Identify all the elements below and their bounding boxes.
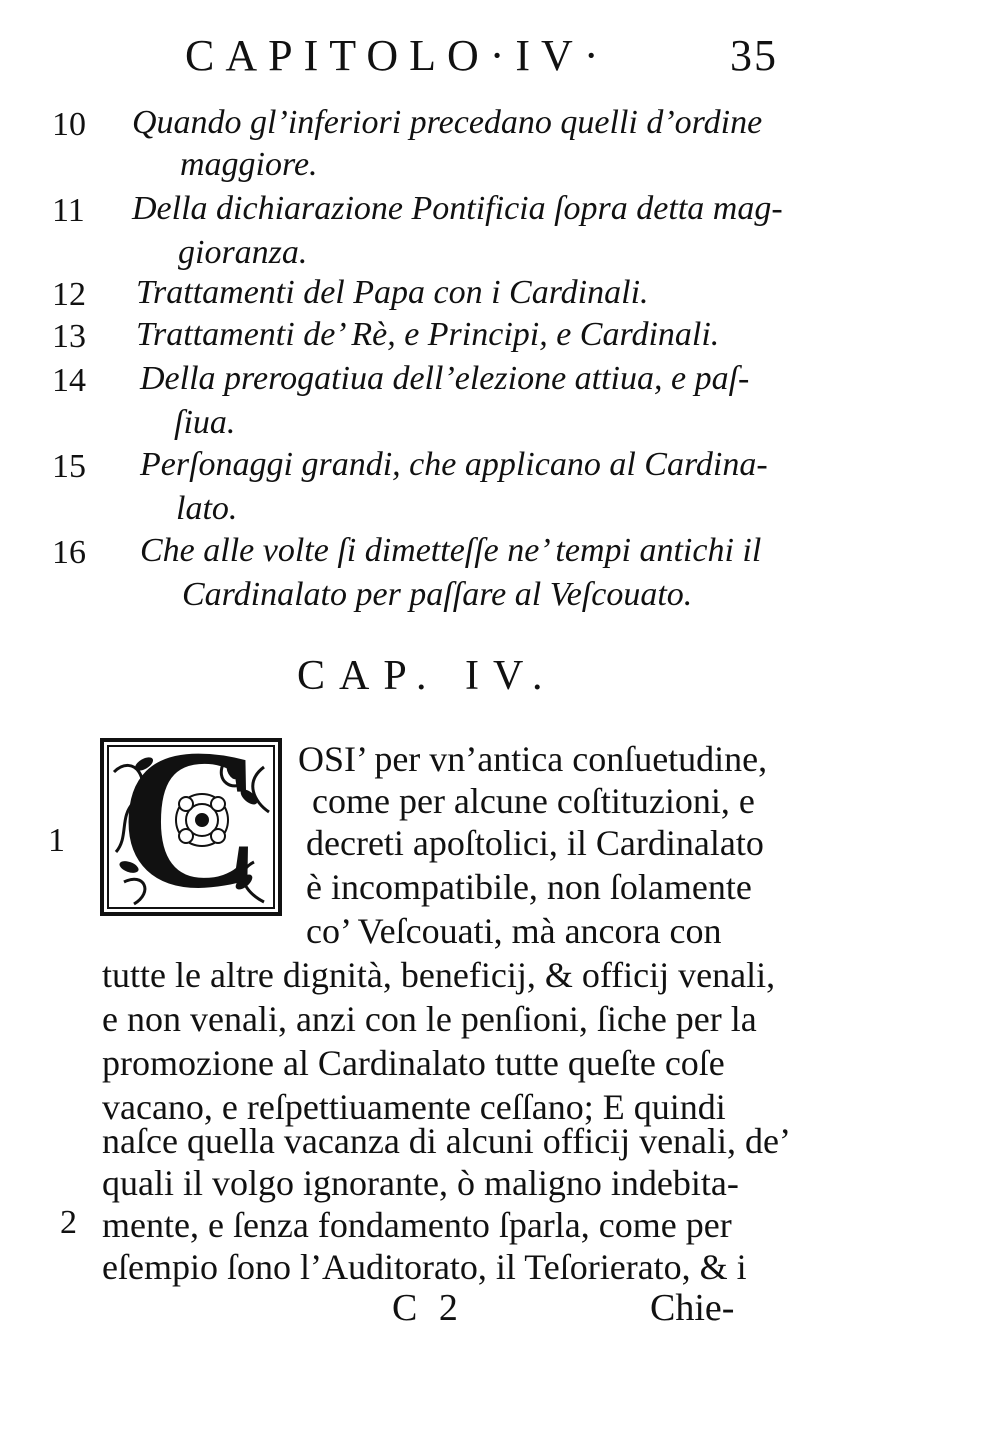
entry-line: ſiua.: [174, 404, 236, 441]
entry-number: 13: [52, 318, 86, 355]
body-line: come per alcune coſtituzioni, e: [312, 781, 755, 821]
entry-line: Quando gl’inferiori precedano quelli d’ordine: [132, 104, 763, 141]
entry-number: 16: [52, 534, 86, 571]
entry-line: lato.: [176, 490, 238, 527]
body-line: e non venali, anzi con le penſioni, ſiche per la: [102, 999, 757, 1039]
margin-number: 2: [60, 1204, 77, 1241]
entry-line: Cardinalato per paſſare al Veſcouato.: [182, 576, 693, 613]
entry-line: maggiore.: [180, 146, 318, 183]
body-line: OSI’ per vn’antica conſuetudine,: [298, 739, 768, 779]
body-line: mente, e ſenza fondamento ſparla, come per: [102, 1205, 732, 1245]
body-line: tutte le altre dignità, beneficij, & officij venali,: [102, 955, 776, 995]
entry-number: 11: [52, 192, 85, 229]
entry-line: Trattamenti del Papa con i Cardinali.: [136, 274, 649, 311]
entry-line: Della dichiarazione Pontificia ſopra detta mag-: [132, 190, 783, 227]
entry-line: gioranza.: [178, 234, 308, 271]
body-line: è incompatibile, non ſolamente: [306, 867, 752, 907]
page-number: 35: [730, 31, 778, 80]
body-line: vacano, e reſpettiuamente ceſſano; E quindi: [102, 1087, 726, 1127]
body-line: quali il volgo ignorante, ò maligno indebita-: [102, 1163, 739, 1203]
entry-line: Che alle volte ſi dimetteſſe ne’ tempi antichi il: [140, 532, 762, 569]
catchword: Chie-: [650, 1287, 735, 1329]
entry-line: Trattamenti de’ Rè, e Principi, e Cardinali.: [136, 316, 720, 353]
entry-line: Della prerogatiua dell’elezione attiua, e paſ-: [140, 360, 750, 397]
entry-line: Perſonaggi grandi, che applicano al Cardina-: [140, 446, 768, 483]
chapter-heading: CAP. IV.: [297, 653, 557, 699]
entry-number: 10: [52, 106, 86, 143]
drop-cap: [100, 738, 282, 916]
entry-number: 12: [52, 276, 86, 313]
margin-number: 1: [48, 822, 65, 859]
running-head: CAPITOLO·IV·: [185, 31, 610, 80]
drop-cap-letter: C: [118, 738, 264, 916]
entry-number: 15: [52, 448, 86, 485]
body-line: decreti apoſtolici, il Cardinalato: [306, 823, 764, 863]
signature-mark: C 2: [392, 1287, 464, 1329]
body-line: eſempio ſono l’Auditorato, il Teſorierato, & i: [102, 1247, 747, 1287]
body-line: promozione al Cardinalato tutte queſte coſe: [102, 1043, 725, 1083]
body-line: naſce quella vacanza di alcuni officij venali, de’: [102, 1121, 791, 1161]
entry-number: 14: [52, 362, 86, 399]
body-line: co’ Veſcouati, mà ancora con: [306, 911, 722, 951]
